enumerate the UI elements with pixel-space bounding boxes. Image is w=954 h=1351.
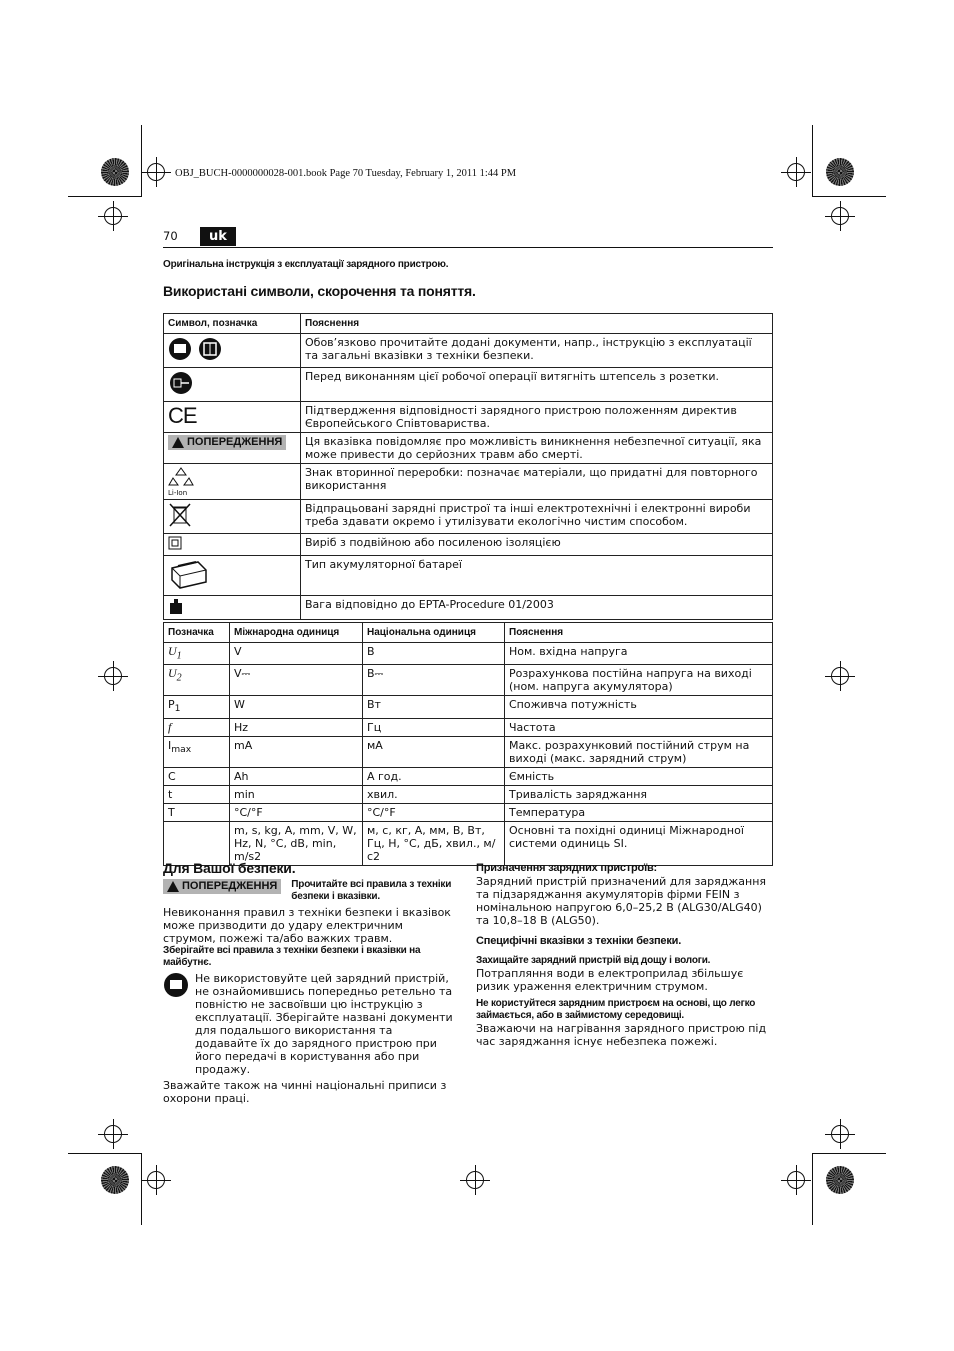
safety-section [163, 862, 458, 1105]
safety-paragraph: Зважайте також на чинні національні приписи з охорони праці. [163, 1079, 447, 1105]
crosshair-mark [147, 163, 165, 181]
unit-international: V⎓ [230, 665, 363, 696]
crop-line [812, 1153, 886, 1154]
table-row [164, 696, 773, 718]
unit-symbol: $U_2$ [164, 665, 230, 696]
units-header-national: Національна одиниця [363, 623, 505, 643]
unit-explanation: Температура [505, 803, 773, 821]
units-table [163, 622, 773, 866]
symbols-table [163, 313, 773, 620]
header-rule [163, 247, 773, 248]
symbols-header-symbol: Символ, позначка [164, 314, 301, 334]
unit-symbol: t [164, 785, 230, 803]
unit-national: хвил. [363, 785, 505, 803]
crosshair-mark [104, 667, 122, 685]
warning-triangle-icon [167, 881, 179, 892]
crop-line [68, 1153, 142, 1154]
unit-symbol [164, 821, 230, 865]
symbol-cell [164, 534, 301, 556]
flammable-warning: Не користуйтеся зарядним пристроєм на основі, що легко займається, або в займистому середовищі. [476, 998, 756, 1021]
unit-symbol: T [164, 803, 230, 821]
registration-disc [101, 1166, 129, 1194]
unit-explanation: Ном. вхідна напруга [505, 643, 773, 665]
safety-title: Для Вашої безпеки. [163, 860, 296, 876]
crop-line [812, 196, 886, 197]
crosshair-mark [787, 163, 805, 181]
page-number: 70 [163, 229, 178, 243]
symbol-cell [164, 596, 301, 620]
symbol-cell [164, 556, 301, 596]
unit-national: Вт [363, 696, 505, 718]
warning-label-icon: ПОПЕРЕДЖЕННЯ [168, 435, 286, 450]
unit-symbol: $U_1$ [164, 643, 230, 665]
flammable-explanation: Зважаючи на нагрівання зарядного пристрою під час заряджання існує небезпека пожежі. [476, 1022, 767, 1048]
symbols-header-explanation: Пояснення [301, 314, 773, 334]
symbol-cell [164, 368, 301, 402]
symbol-explanation: Знак вторинної переробки: позначає матеріали, що придатні для повторного використання [301, 464, 773, 500]
crosshair-mark [147, 1171, 165, 1189]
purpose-title: Призначення зарядних пристроїв: [476, 862, 657, 874]
unit-international: Hz [230, 718, 363, 736]
table-row [164, 643, 773, 665]
table-row [164, 767, 773, 785]
symbol-explanation: Вага відповідно до EPTA-Procedure 01/2003 [301, 596, 773, 620]
crop-line [68, 196, 142, 197]
unit-national: В [363, 643, 505, 665]
unit-national: В⎓ [363, 665, 505, 696]
unit-explanation: Розрахункова постійна напруга на виході (ном. напруга акумулятора) [505, 665, 773, 696]
warning-triangle-icon [172, 437, 184, 448]
units-header-explanation: Пояснення [505, 623, 773, 643]
symbol-cell [164, 464, 301, 500]
symbol-explanation: Обов’язково прочитайте додані документи, напр., інструкцію з експлуатації та загальні вказівки з техніки безпеки. [301, 334, 773, 368]
table-row [164, 718, 773, 736]
unplug-icon [168, 370, 194, 396]
symbols-section-title: Використані символи, скорочення та поняття. [163, 283, 476, 299]
language-tab: uk [200, 227, 236, 246]
symbol-cell [164, 433, 301, 464]
unit-national: А год. [363, 767, 505, 785]
rain-warning: Захищайте зарядний пристрій від дощу і вологи. [476, 955, 711, 966]
warning-label-icon: ПОПЕРЕДЖЕННЯ [163, 879, 281, 894]
crosshair-mark [466, 1171, 484, 1189]
units-header-international: Міжнародна одиниця [230, 623, 363, 643]
unit-national: Гц [363, 718, 505, 736]
unit-symbol: $I_{max}$ [164, 736, 230, 767]
unit-national: м, с, кг, А, мм, В, Вт, Гц, Н, °C, дБ, хвил., м/с2 [363, 821, 505, 865]
unit-international: m, s, kg, A, mm, V, W, Hz, N, °C, dB, min, m/s2 [230, 821, 363, 865]
table-row [164, 803, 773, 821]
unit-explanation: Ємність [505, 767, 773, 785]
crop-line [812, 1153, 813, 1225]
table-row [164, 665, 773, 696]
recycle-li-ion-icon [168, 466, 194, 486]
unit-explanation: Тривалість заряджання [505, 785, 773, 803]
double-insulation-icon [168, 536, 182, 550]
unit-international: °C/°F [230, 803, 363, 821]
document-subtitle: Оригінальна інструкція з експлуатації зарядного пристрою. [163, 259, 449, 270]
registration-disc [101, 158, 129, 186]
unit-symbol: f [164, 718, 230, 736]
safety-paragraph: Невиконання правил з техніки безпеки і вказівок може призводити до удару електричним струмом, пожежі та/або важких травм. [163, 906, 451, 945]
book-info-line: OBJ_BUCH-0000000028-001.book Page 70 Tuesday, February 1, 2011 1:44 PM [175, 168, 517, 179]
unit-international: Ah [230, 767, 363, 785]
battery-pack-icon [168, 558, 208, 590]
symbol-cell [164, 500, 301, 534]
crop-line [141, 1153, 142, 1225]
warning-text: Прочитайте всі правила з техніки безпеки і вказівки. [291, 879, 452, 902]
crop-line [812, 125, 813, 197]
crosshair-mark [787, 1171, 805, 1189]
table-row [164, 736, 773, 767]
unit-explanation: Макс. розрахунковий постійний струм на виході (макс. зарядний струм) [505, 736, 773, 767]
symbol-explanation: Підтвердження відповідності зарядного пристрою положенням директив Європейського Співтовариства. [301, 402, 773, 433]
crosshair-mark [831, 207, 849, 225]
table-row [164, 821, 773, 865]
weight-icon [168, 598, 184, 614]
read-manual-icon [163, 972, 189, 998]
read-manual-icon [168, 336, 224, 362]
table-row [164, 785, 773, 803]
crosshair-mark [104, 1125, 122, 1143]
unit-explanation: Частота [505, 718, 773, 736]
symbol-explanation: Перед виконанням цієї робочої операції витягніть штепсель з розетки. [301, 368, 773, 402]
unit-national: °C/°F [363, 803, 505, 821]
purpose-section [476, 862, 773, 1048]
specific-safety-title: Специфічні вказівки з техніки безпеки. [476, 935, 682, 947]
unit-explanation: Основні та похідні одиниці Міжнародної системи одиниць SI. [505, 821, 773, 865]
li-ion-label: Li-Ion [168, 489, 188, 497]
ce-mark-icon: CE [168, 403, 197, 428]
unit-international: min [230, 785, 363, 803]
symbol-explanation: Виріб з подвійною або посиленою ізоляцією [301, 534, 773, 556]
unit-symbol: $P_1$ [164, 696, 230, 718]
unit-national: мА [363, 736, 505, 767]
crosshair-mark [104, 207, 122, 225]
crossed-bin-icon [168, 502, 192, 528]
rain-explanation: Потрапляння води в електроприлад збільшує ризик ураження електричним струмом. [476, 967, 744, 993]
crosshair-mark [831, 1125, 849, 1143]
symbol-cell [164, 402, 301, 433]
symbol-cell [164, 334, 301, 368]
unit-international: mA [230, 736, 363, 767]
unit-symbol: C [164, 767, 230, 785]
safety-paragraph: Не використовуйте цей зарядний пристрій, не ознайомившись попередньо ретельно та повністю не засвоївши цю інструкцію з експлуатації. Зберігайте названі документи для подальшого використання та додавайте їх до зарядного пристрою при його передачі в користування або при продажу. [195, 972, 453, 1076]
unit-international: W [230, 696, 363, 718]
registration-disc [826, 158, 854, 186]
crosshair-mark [831, 667, 849, 685]
symbol-explanation: Ця вказівка повідомляє про можливість виникнення небезпечної ситуації, яка може привести до серйозних травм або смерті. [301, 433, 773, 464]
safety-keep-note: Зберігайте всі правила з техніки безпеки і вказівки на майбутнє. [163, 945, 421, 968]
purpose-paragraph: Зарядний пристрій призначений для заряджання та підзаряджання акумуляторів фірми FEIN з номінальною напругою 6,0–25,2 В (ALG30/ALG40) та 10,8–18 В (ALG50). [476, 875, 767, 927]
symbol-explanation: Тип акумуляторної батареї [301, 556, 773, 596]
registration-disc [826, 1166, 854, 1194]
unit-international: V [230, 643, 363, 665]
symbol-explanation: Відпрацьовані зарядні пристрої та інші електротехнічні і електронні вироби треба здавати окремо і утилізувати екологічно чистим способом. [301, 500, 773, 534]
crop-line [141, 125, 142, 197]
unit-explanation: Споживча потужність [505, 696, 773, 718]
units-header-symbol: Позначка [164, 623, 230, 643]
